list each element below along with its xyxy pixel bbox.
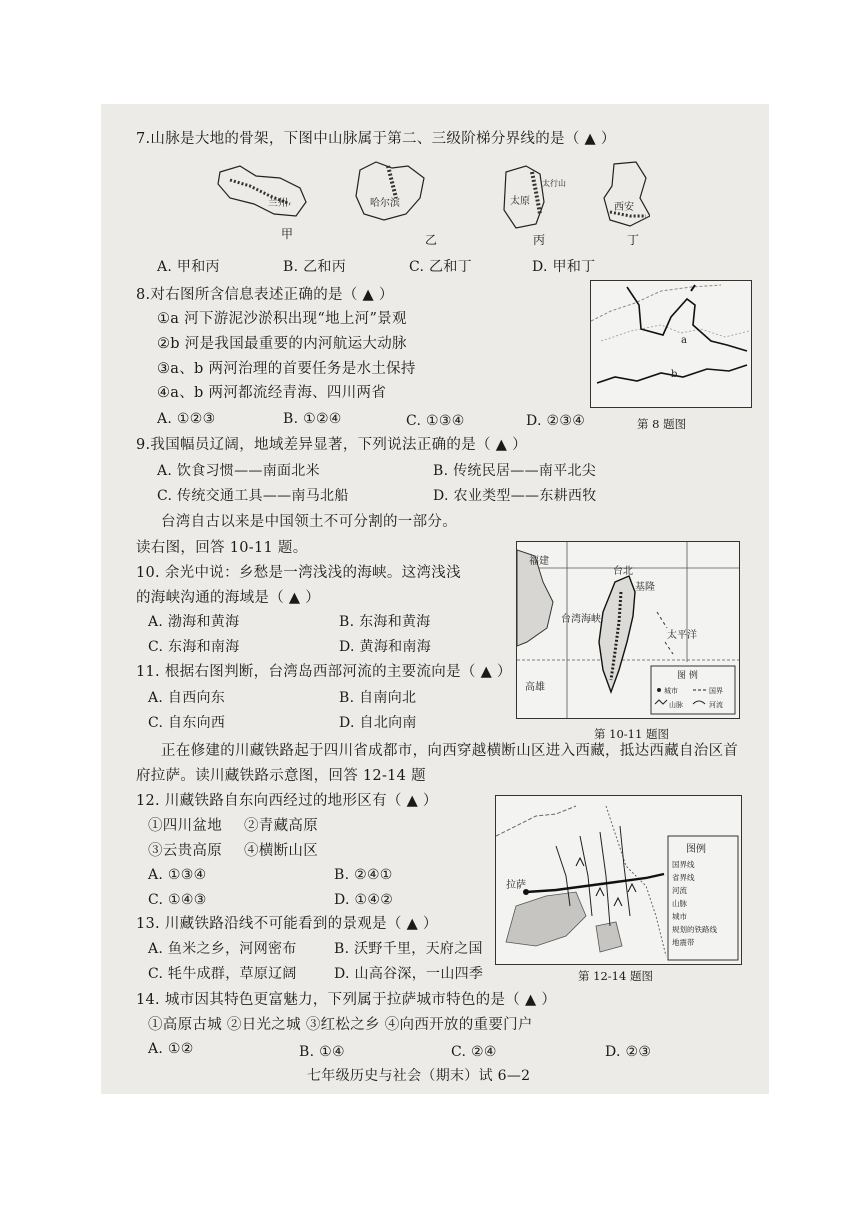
q14-option-d: D. ②③ [605, 1044, 652, 1060]
taiwan-map [516, 541, 740, 719]
rail-legend-item: 河流 [672, 886, 687, 895]
q8-item-1: ①a 河下游泥沙淤积出现“地上河”景观 [157, 311, 407, 327]
q11-option-c: C. 自东向西 [148, 715, 226, 731]
q11-option-b: B. 自南向北 [339, 690, 417, 706]
map-yi-mountain [388, 166, 396, 198]
q14-option-b: B. ①④ [299, 1044, 345, 1060]
label-fujian: 福建 [529, 556, 549, 567]
map-label-bing: 丙 [533, 233, 546, 247]
river-a [627, 287, 747, 351]
bing-mountain-name: 太行山 [542, 179, 566, 188]
q9-option-a: A. 饮食习惯——南面北米 [157, 463, 320, 479]
q13-stem: 13. 川藏铁路沿线不可能看到的景观是（ ▲ ） [136, 916, 438, 932]
label-keelung: 基隆 [635, 582, 655, 593]
q7-option-a: A. 甲和丙 [157, 259, 220, 275]
label-pacific: 太平洋 [667, 630, 697, 641]
q14-option-c: C. ②④ [451, 1044, 497, 1060]
q9-option-b: B. 传统民居——南平北尖 [433, 463, 597, 479]
q8-option-d: D. ②③④ [526, 413, 586, 429]
q12-item-3: ③云贵高原 [148, 843, 222, 859]
taiwan-legend-mountain: 山脉 [669, 701, 683, 709]
q9-stem: 9.我国幅员辽阔，地域差异显著，下列说法正确的是（ ▲ ） [136, 437, 527, 453]
q8-option-a: A. ①②③ [157, 411, 216, 427]
taiwan-legend-city: 城市 [664, 687, 678, 695]
q7-option-d: D. 甲和丁 [532, 259, 596, 275]
q8-stem: 8.对右图所含信息表述正确的是（ ▲ ） [136, 287, 394, 303]
intro-12-14-line-2: 府拉萨。读川藏铁路示意图，回答 12-14 题 [136, 768, 426, 784]
q10-option-a: A. 渤海和黄海 [148, 614, 240, 630]
rail-map-caption: 第 12-14 题图 [578, 969, 653, 983]
river-b-label: b [671, 369, 678, 380]
q12-item-2: ②青藏高原 [244, 818, 318, 834]
q14-option-a: A. ①② [148, 1041, 194, 1057]
q13-option-d: D. 山高谷深，一山四季 [334, 966, 484, 982]
rail-line [526, 874, 664, 892]
q14-stem: 14. 城市因其特色更富魅力，下列属于拉萨城市特色的是（ ▲ ） [136, 992, 557, 1008]
q11-option-a: A. 自西向东 [148, 690, 226, 706]
map-label-jia: 甲 [281, 227, 294, 241]
rail-legend-list [672, 858, 717, 949]
q8-option-c: C. ①③④ [406, 413, 465, 429]
q7-option-b: B. 乙和丙 [283, 259, 346, 275]
map-label-yi: 乙 [425, 233, 438, 247]
taiwan-legend-title: 图 例 [677, 671, 698, 681]
bing-city: 太原 [510, 196, 530, 207]
q7-stem: 7.山脉是大地的骨架，下图中山脉属于第二、三级阶梯分界线的是（ ▲ ） [136, 131, 616, 147]
q8-option-b: B. ①②④ [283, 411, 342, 427]
taiwan-island [599, 576, 635, 692]
q13-option-b: B. 沃野千里，天府之国 [334, 941, 483, 957]
q9-option-d: D. 农业类型——东耕西牧 [433, 488, 597, 504]
label-strait: 台湾海峡 [561, 614, 601, 625]
q8-figure-caption: 第 8 题图 [637, 417, 687, 431]
rail-map [495, 795, 742, 965]
ding-city: 西安 [614, 202, 634, 213]
taiwan-legend-river: 河流 [709, 701, 723, 709]
taiwan-map-caption: 第 10-11 题图 [594, 727, 669, 741]
q14-items: ①高原古城 ②日光之城 ③红松之乡 ④向西开放的重要门户 [148, 1017, 533, 1033]
map-bing-mountain [532, 172, 540, 214]
rail-legend-item: 国界线 [672, 860, 695, 869]
rail-legend-item: 省界线 [672, 873, 695, 882]
q11-stem: 11. 根据右图判断，台湾岛西部河流的主要流向是（ ▲ ） [136, 664, 512, 680]
q12-stem: 12. 川藏铁路自东向西经过的地形区有（ ▲ ） [136, 793, 438, 809]
q12-option-a: A. ①③④ [148, 867, 207, 883]
label-kaohsiung: 高雄 [525, 682, 545, 693]
q8-item-4: ④a、b 两河都流经青海、四川两省 [157, 385, 387, 401]
q12-item-1: ①四川盆地 [148, 818, 222, 834]
q13-option-a: A. 鱼米之乡，河网密布 [148, 941, 297, 957]
q10-option-d: D. 黄海和南海 [339, 639, 432, 655]
q7-option-c: C. 乙和丁 [409, 259, 472, 275]
yi-city: 哈尔滨 [370, 198, 400, 209]
q12-option-b: B. ②④① [334, 867, 393, 883]
q9-option-c: C. 传统交通工具——南马北船 [157, 488, 349, 504]
intro-10-11-line-1: 台湾自古以来是中国领土不可分割的一部分。 [161, 514, 457, 530]
q11-option-d: D. 自北向南 [339, 715, 417, 731]
label-lhasa: 拉萨 [506, 880, 526, 891]
q10-stem-line-1: 10. 余光中说：乡愁是一湾浅浅的海峡。这湾浅浅 [136, 565, 461, 581]
river-a-label: a [681, 335, 687, 346]
taiwan-legend-border: 国界 [709, 687, 723, 695]
q12-item-4: ④横断山区 [244, 843, 318, 859]
rail-legend-item: 规划的铁路线 [672, 925, 717, 934]
map-label-ding: 丁 [627, 233, 640, 247]
label-taipei: 台北 [613, 566, 633, 577]
rail-legend-title: 图例 [686, 844, 706, 855]
intro-12-14-line-1: 正在修建的川藏铁路起于四川省成都市，向西穿越横断山区进入西藏，抵达西藏自治区首 [161, 743, 739, 759]
jia-city: 兰州 [268, 198, 288, 209]
page-footer: 七年级历史与社会（期末）试 6—2 [307, 1068, 531, 1084]
q8-item-3: ③a、b 两河治理的首要任务是水土保持 [157, 361, 416, 377]
q8-item-2: ②b 河是我国最重要的内河航运大动脉 [157, 336, 407, 352]
rail-legend-item: 地震带 [672, 938, 695, 947]
q13-option-c: C. 牦牛成群，草原辽阔 [148, 966, 297, 982]
q12-option-d: D. ①④② [334, 892, 394, 908]
rail-legend-item: 城市 [672, 912, 687, 921]
rail-legend-item: 山脉 [672, 899, 687, 908]
q12-option-c: C. ①④③ [148, 892, 207, 908]
q10-option-b: B. 东海和黄海 [339, 614, 431, 630]
q10-stem-line-2: 的海峡沟通的海域是（ ▲ ） [136, 590, 321, 606]
q8-river-map [590, 280, 752, 408]
q10-option-c: C. 东海和南海 [148, 639, 240, 655]
intro-10-11-line-2: 读右图，回答 10-11 题。 [136, 540, 308, 556]
